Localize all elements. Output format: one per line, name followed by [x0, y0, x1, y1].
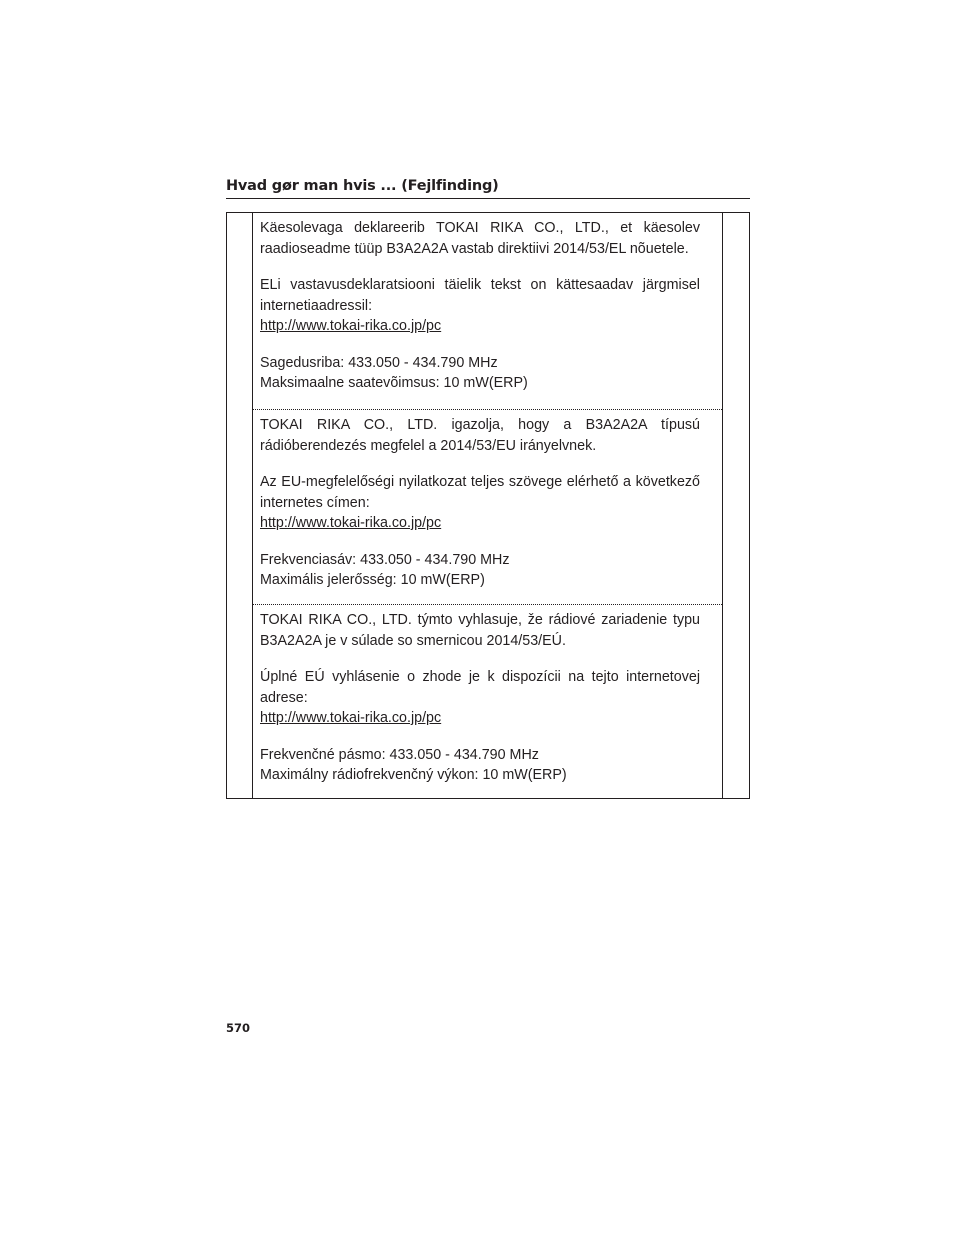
declaration-url-link[interactable]: http://www.tokai-rika.co.jp/pc	[260, 515, 442, 531]
availability-text: ELi vastavusdeklaratsiooni täielik tekst on kättesaadav järgmisel internetiaadressil:	[260, 277, 700, 314]
frequency-text: Frekvenčné pásmo: 433.050 - 434.790 MHz	[260, 746, 539, 763]
page-number: 570	[226, 1021, 251, 1035]
declaration-section-slovak	[252, 604, 722, 798]
power-text: Maksimaalne saatevõimsus: 10 mW(ERP)	[260, 375, 528, 391]
declaration-url-link[interactable]: http://www.tokai-rika.co.jp/pc	[260, 318, 442, 334]
header-divider	[226, 198, 750, 199]
availability-block	[260, 472, 700, 534]
availability-text: Az EU-megfelelőségi nyilatkozat teljes szövege elérhető a következő internetes címen:	[260, 474, 700, 511]
availability-text: Úplné EÚ vyhlásenie o zhode je k dispozícii na tejto internetovej adrese:	[260, 669, 700, 706]
declaration-section-estonian	[252, 213, 722, 409]
availability-block	[260, 275, 700, 337]
frequency-text: Frekvenciasáv: 433.050 - 434.790 MHz	[260, 551, 510, 568]
table-bottom-dotted-rule	[252, 798, 722, 799]
specs-block	[260, 745, 700, 786]
declaration-section-hungarian	[252, 409, 722, 604]
declaration-text: Käesolevaga deklareerib TOKAI RIKA CO., LTD., et käesolev raadioseadme tüüp B3A2A2A vastab direktiivi 2014/53/EL nõuetele.	[260, 220, 700, 257]
power-text: Maximális jelerősség: 10 mW(ERP)	[260, 572, 485, 588]
power-text: Maximálny rádiofrekvenčný výkon: 10 mW(ERP)	[260, 767, 567, 783]
table-right-column-rule	[722, 212, 723, 799]
page-header-title: Hvad gør man hvis ... (Fejlfinding)	[226, 178, 499, 194]
specs-block	[260, 353, 700, 394]
declaration-text: TOKAI RIKA CO., LTD. igazolja, hogy a B3A2A2A típusú rádióberendezés megfelel a 2014/53/EU irányelvnek.	[260, 417, 700, 454]
declaration-text: TOKAI RIKA CO., LTD. týmto vyhlasuje, že rádiové zariadenie typu B3A2A2A je v súlade so smernicou 2014/53/EÚ.	[260, 612, 700, 649]
declaration-url-link[interactable]: http://www.tokai-rika.co.jp/pc	[260, 710, 442, 726]
specs-block	[260, 550, 700, 591]
availability-block	[260, 667, 700, 729]
frequency-text: Sagedusriba: 433.050 - 434.790 MHz	[260, 354, 498, 371]
